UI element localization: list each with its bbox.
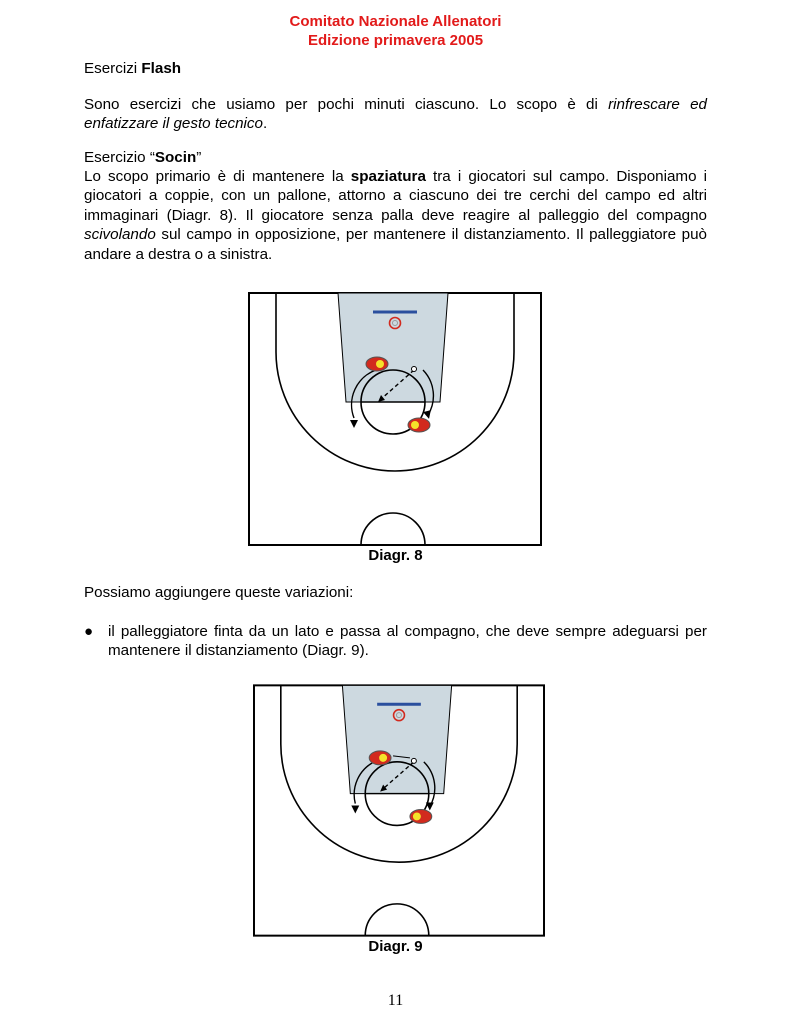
- exercise-description: [84, 167, 707, 264]
- exercise-suffix: ”: [196, 149, 202, 166]
- desc-part-3: sul campo in opposizione, per mantenere il distanziamento. Il palleggiatore può andare a destra o a sinistra.: [84, 226, 707, 263]
- desc-part-2: tra i giocatori sul campo. Disponiamo i giocatori a coppie, con un pallone, attorno a ciascuno dei tre cerchi del campo ed altri immaginari (Diagr. 8). Il giocatore senza palla deve reagire al palleggio del compagno: [84, 168, 707, 224]
- diagram-8-caption: Diagr. 8: [368, 547, 423, 564]
- desc-italic: scivolando: [84, 226, 156, 244]
- player-bottom: [410, 810, 432, 824]
- intro-emphasis: rinfrescare ed enfatizzare il gesto tecnico: [84, 96, 707, 133]
- bullet-icon: ●: [84, 623, 94, 640]
- player-bottom: [408, 418, 430, 432]
- header-edition: Edizione primavera 2005: [307, 32, 484, 49]
- exercise-heading: [84, 148, 707, 167]
- variation-text: il palleggiatore finta da un lato e passa al compagno, che deve sempre adeguarsi per mantenere il distanziamento (Diagr. 9).: [108, 623, 707, 660]
- document-header: [0, 12, 791, 50]
- section-prefix: Esercizi: [84, 60, 142, 77]
- page-number: 11: [387, 992, 404, 1009]
- exercise-name: Socin: [154, 149, 197, 166]
- desc-part-1: Lo scopo primario è di mantenere la: [84, 168, 351, 185]
- section-heading: [84, 59, 707, 78]
- court-diagram-8: [248, 292, 542, 546]
- variations-intro: Possiamo aggiungere queste variazioni:: [84, 584, 354, 601]
- exercise-prefix: Esercizio “: [84, 149, 155, 166]
- diagram-9-caption: Diagr. 9: [368, 938, 423, 955]
- intro-paragraph: [84, 95, 707, 134]
- court-diagram-9: [253, 684, 545, 937]
- variation-bullet: [84, 622, 707, 661]
- half-court-lines: [254, 685, 544, 935]
- half-court-lines: [249, 293, 541, 545]
- player-top: [366, 357, 388, 371]
- desc-bold: spaziatura: [350, 168, 426, 185]
- intro-end: .: [262, 115, 268, 133]
- section-title: Flash: [141, 60, 182, 77]
- player-top: [369, 751, 391, 765]
- intro-text: Sono esercizi che usiamo per pochi minuti ciascuno. Lo scopo è di: [84, 96, 609, 113]
- header-organization: Comitato Nazionale Allenatori: [289, 13, 502, 30]
